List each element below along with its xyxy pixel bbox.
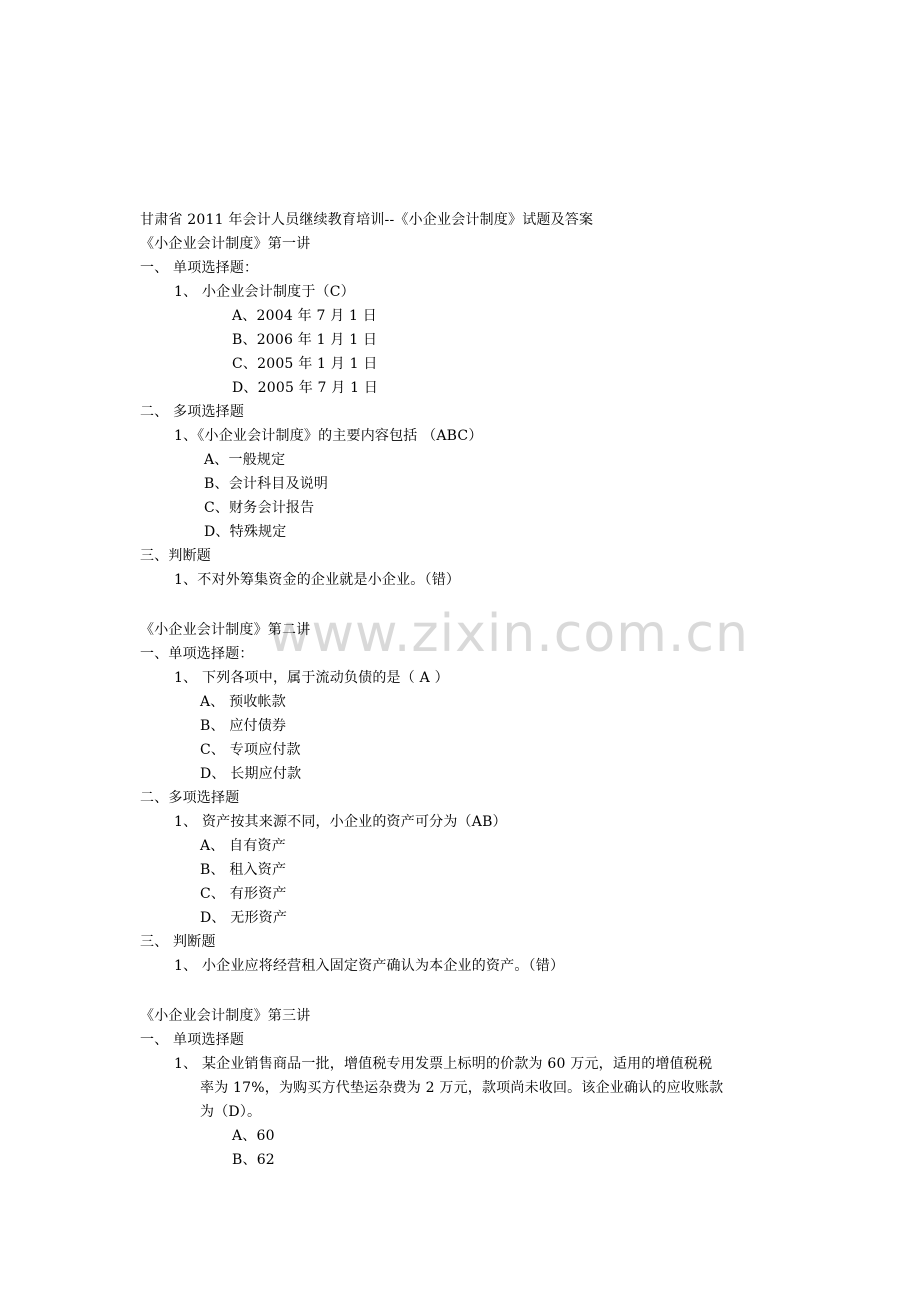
document-title: 甘肃省 2011 年会计人员继续教育培训--《小企业会计制度》试题及答案 [140,212,594,228]
section-heading: 一、 单项选择题： [140,260,259,276]
answer-option: A、 自有资产 [200,838,286,854]
answer-option: A、2004 年 7 月 1 日 [232,308,378,324]
answer-option: B、 应付债券 [200,718,287,734]
answer-option: D、 长期应付款 [200,766,302,782]
answer-option: A、一般规定 [204,452,286,468]
question-text-continued: 率为 17%，为购买方代垫运杂费为 2 万元，款项尚未收回。该企业确认的应收账款 [200,1080,724,1096]
answer-option: D、 无形资产 [200,910,288,926]
question-text: 1、不对外筹集资金的企业就是小企业。（错） [174,572,461,588]
section-heading: 一、单项选择题： [140,646,254,662]
answer-option: A、60 [232,1128,275,1144]
watermark: www.zixin.com.cn [268,604,749,664]
question-text: 1、 小企业会计制度于（C） [174,284,355,300]
answer-option: A、 预收帐款 [200,694,286,710]
question-text: 1、 某企业销售商品一批，增值税专用发票上标明的价款为 60 万元，适用的增值税税 [174,1056,713,1072]
question-text: 1、 资产按其来源不同，小企业的资产可分为（AB） [174,814,507,830]
question-text: 1、 小企业应将经营租入固定资产确认为本企业的资产。（错） [174,958,565,974]
answer-option: B、2006 年 1 月 1 日 [232,332,378,348]
section-heading: 一、 单项选择题 [140,1032,245,1048]
answer-option: C、财务会计报告 [204,500,315,516]
answer-option: D、特殊规定 [204,524,287,540]
answer-option: B、 租入资产 [200,862,287,878]
section-heading: 二、多项选择题 [140,790,240,806]
answer-option: B、62 [232,1152,275,1168]
answer-option: D、2005 年 7 月 1 日 [232,380,379,396]
answer-option: B、会计科目及说明 [204,476,329,492]
answer-option: C、 专项应付款 [200,742,301,758]
question-text-continued: 为（D）。 [200,1104,262,1120]
question-text: 1、《小企业会计制度》的主要内容包括 （ABC） [174,428,483,444]
answer-option: C、2005 年 1 月 1 日 [232,356,378,372]
section-heading: 三、 判断题 [140,934,216,950]
section-heading: 二、 多项选择题 [140,404,245,420]
question-text: 1、 下列各项中，属于流动负债的是（ A ） [174,670,449,686]
lecture-3-heading: 《小企业会计制度》第三讲 [140,1008,311,1024]
lecture-2-heading: 《小企业会计制度》第二讲 [140,622,311,638]
lecture-1-heading: 《小企业会计制度》第一讲 [140,236,311,252]
answer-option: C、 有形资产 [200,886,287,902]
section-heading: 三、判断题 [140,548,211,564]
